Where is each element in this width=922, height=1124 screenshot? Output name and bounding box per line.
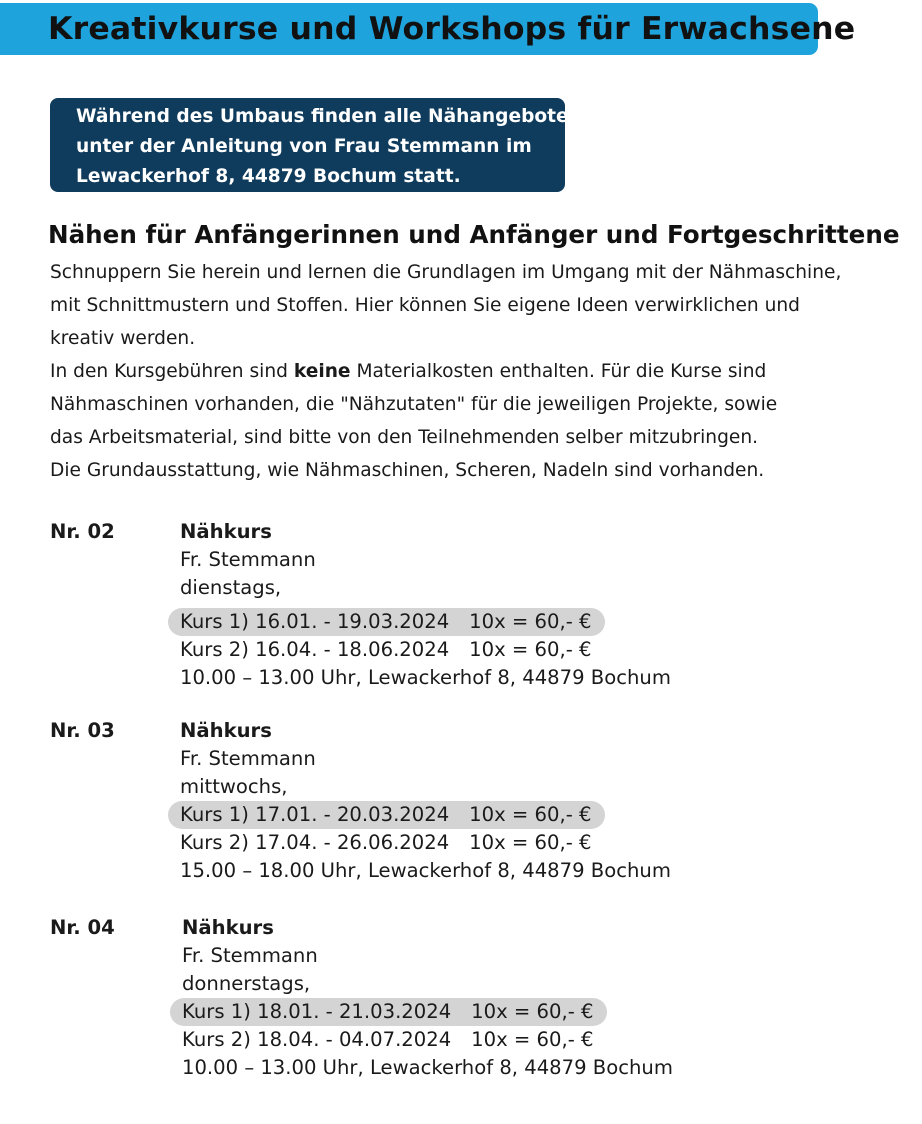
session-price: 10x = 60,- €	[471, 1000, 594, 1023]
course-details	[180, 717, 671, 885]
notice-line: unter der Anleitung von Frau Stemmann im	[76, 136, 532, 157]
session-dates: Kurs 1) 17.01. - 20.03.2024	[180, 803, 450, 826]
course-time-place: 15.00 – 18.00 Uhr, Lewackerhof 8, 44879 Bochum	[180, 859, 671, 882]
session-price: 10x = 60,- €	[469, 803, 592, 826]
intro-line: Nähmaschinen vorhanden, die "Nähzutaten" für die jeweiligen Projekte, sowie	[50, 394, 778, 415]
course-number: Nr. 02	[50, 520, 115, 543]
material-text: Materialkosten enthalten. Für die Kurse sind	[350, 361, 767, 382]
course-day: donnerstags,	[182, 972, 311, 995]
session-dates: Kurs 2) 18.04. - 04.07.2024	[182, 1028, 452, 1051]
session-price: 10x = 60,- €	[469, 831, 592, 854]
course-day: dienstags,	[180, 576, 282, 599]
course-teacher: Fr. Stemmann	[182, 944, 318, 967]
course-title: Nähkurs	[180, 520, 272, 543]
session-dates: Kurs 1) 16.01. - 19.03.2024	[180, 610, 450, 633]
course-time-place: 10.00 – 13.00 Uhr, Lewackerhof 8, 44879 Bochum	[182, 1056, 673, 1079]
page-title: Kreativkurse und Workshops für Erwachsene	[48, 11, 856, 47]
notice-box	[50, 98, 569, 192]
course-teacher: Fr. Stemmann	[180, 747, 316, 770]
course-details	[182, 914, 673, 1082]
course-teacher: Fr. Stemmann	[180, 548, 316, 571]
intro-line: kreativ werden.	[50, 328, 196, 349]
session-price: 10x = 60,- €	[469, 638, 592, 661]
course-session-2	[180, 636, 671, 664]
session-dates: Kurs 2) 16.04. - 18.06.2024	[180, 638, 450, 661]
header-banner	[0, 3, 856, 55]
course-session-1	[180, 801, 671, 829]
course-session-1	[180, 608, 671, 636]
session-dates: Kurs 2) 17.04. - 26.06.2024	[180, 831, 450, 854]
highlight-pill	[168, 608, 605, 636]
notice-line: Während des Umbaus finden alle Nähangebote	[76, 106, 569, 127]
session-price: 10x = 60,- €	[469, 610, 592, 633]
highlight-pill	[170, 998, 607, 1026]
course-details	[180, 518, 671, 692]
course-session-1	[182, 998, 673, 1026]
course-day: mittwochs,	[180, 775, 288, 798]
session-price: 10x = 60,- €	[471, 1028, 594, 1051]
course-title: Nähkurs	[182, 916, 274, 939]
intro-line: mit Schnittmustern und Stoffen. Hier können Sie eigene Ideen verwirklichen und	[50, 295, 800, 316]
material-text: In den Kursgebühren sind	[50, 361, 294, 382]
course-session-2	[182, 1026, 673, 1054]
intro-line: Schnuppern Sie herein und lernen die Grundlagen im Umgang mit der Nähmaschine,	[50, 262, 842, 283]
course-title: Nähkurs	[180, 719, 272, 742]
section-heading: Nähen für Anfängerinnen und Anfänger und Fortgeschrittene	[48, 220, 900, 249]
material-line	[50, 355, 841, 388]
course-time-place: 10.00 – 13.00 Uhr, Lewackerhof 8, 44879 Bochum	[180, 666, 671, 689]
material-keyword: keine	[293, 361, 351, 382]
intro-line: Die Grundausstattung, wie Nähmaschinen, Scheren, Nadeln sind vorhanden.	[50, 460, 765, 481]
course-session-2	[180, 829, 671, 857]
highlight-pill	[168, 801, 605, 829]
session-dates: Kurs 1) 18.01. - 21.03.2024	[182, 1000, 452, 1023]
notice-line: Lewackerhof 8, 44879 Bochum statt.	[76, 166, 461, 187]
intro-line: das Arbeitsmaterial, sind bitte von den Teilnehmenden selber mitzubringen.	[50, 427, 759, 448]
course-number: Nr. 04	[50, 916, 115, 939]
intro-text	[50, 256, 841, 487]
course-number: Nr. 03	[50, 719, 115, 742]
